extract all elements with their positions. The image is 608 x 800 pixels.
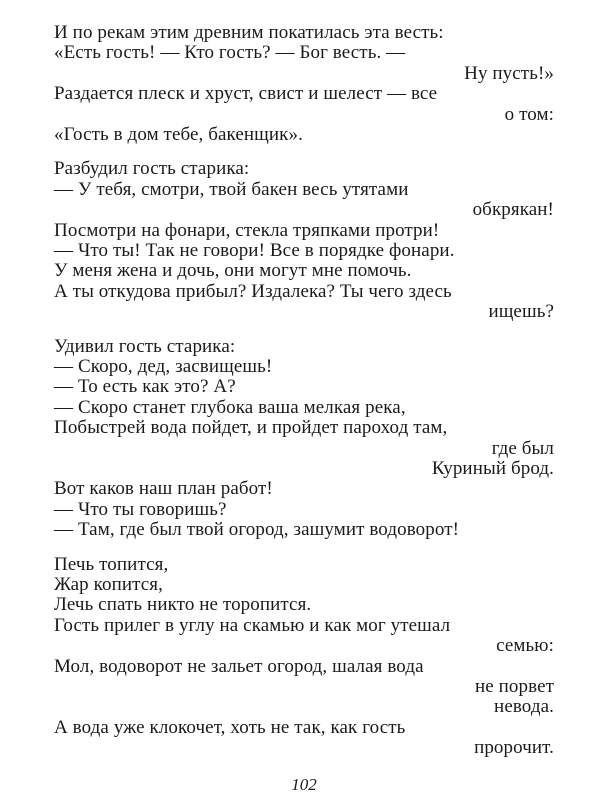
poem-line: И по рекам этим древним покатилась эта весть: bbox=[54, 22, 444, 43]
poem-line: У меня жена и дочь, они могут мне помочь. bbox=[54, 260, 412, 282]
poem-line: «Есть гость! — Кто гость? — Бог весть. — bbox=[54, 42, 406, 64]
poem-line: «Гость в дом тебе, бакенщик». bbox=[54, 124, 303, 145]
poem-line-continuation: невода. bbox=[494, 696, 554, 718]
poem-line: Вот каков наш план работ! bbox=[54, 478, 273, 500]
poem-line: — То есть как это? А? bbox=[54, 376, 236, 398]
poem-line: — Скоро станет глубока ваша мелкая река, bbox=[54, 396, 406, 418]
poem-line: — Что ты говоришь? bbox=[54, 498, 227, 520]
poem-line: Мол, водоворот не зальет огород, шалая вода bbox=[54, 655, 424, 677]
poem-line: Жар копится, bbox=[54, 574, 163, 595]
poem-line: Побыстрей вода пойдет, и пройдет пароход там, bbox=[54, 417, 448, 439]
poem-line-continuation: семью: bbox=[496, 635, 554, 657]
poem-line-continuation: обкрякан! bbox=[472, 199, 554, 221]
poem-line-continuation: о том: bbox=[504, 103, 554, 125]
poem-line-continuation: где был bbox=[491, 437, 554, 459]
poem-line: — У тебя, смотри, твой бакен весь утятами bbox=[54, 178, 409, 200]
poem-line-continuation: не порвет bbox=[474, 676, 554, 697]
poem-line: Удивил гость старика: bbox=[54, 335, 236, 357]
poem-line: — Там, где был твой огород, зашумит водоворот! bbox=[54, 519, 460, 541]
poem-line: Посмотри на фонари, стекла тряпками протри! bbox=[54, 219, 440, 241]
page-number: 102 bbox=[291, 774, 317, 794]
poem-line: — Скоро, дед, засвищешь! bbox=[54, 356, 273, 377]
poem-line-continuation: Куриный брод. bbox=[431, 458, 554, 479]
poem-line: А вода уже клокочет, хоть не так, как гость bbox=[54, 716, 406, 738]
poem-line: — Что ты! Так не говори! Все в порядке фонари. bbox=[54, 240, 455, 261]
poem-line: Гость прилег в углу на скамью и как мог утешал bbox=[54, 614, 451, 636]
poem-line: Лечь спать никто не торопится. bbox=[54, 594, 312, 616]
poem-line-continuation: пророчит. bbox=[474, 737, 554, 759]
poem-line-continuation: ищешь? bbox=[488, 301, 554, 323]
poem-line-continuation: Ну пусть!» bbox=[464, 62, 554, 84]
poem-line: А ты откудова прибыл? Издалека? Ты чего здесь bbox=[54, 280, 452, 302]
poem-line: Разбудил гость старика: bbox=[54, 158, 250, 180]
poem-line: Раздается плеск и хруст, свист и шелест — все bbox=[54, 83, 438, 105]
poem-line: Печь топится, bbox=[54, 553, 169, 575]
